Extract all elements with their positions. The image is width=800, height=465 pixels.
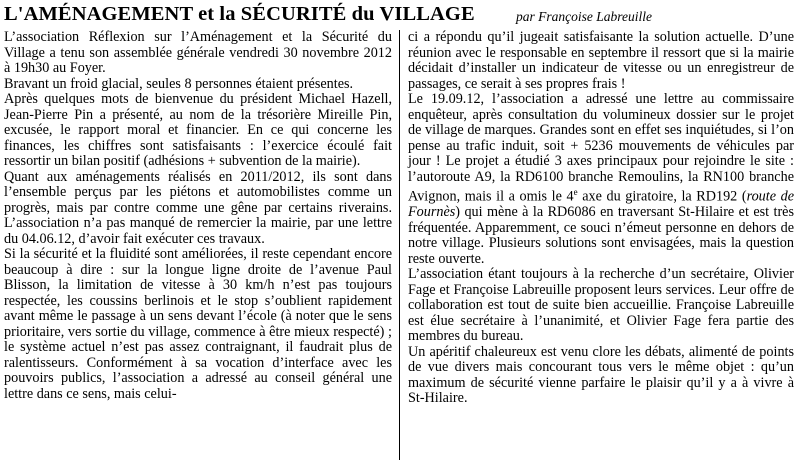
paragraph: Quant aux aménagements réalisés en 2011/2012, ils sont dans l’ensemble perçus par les piétons et automobilistes comme un progrès, mais par contre comme une gêne par certains riverains. L’association n’a pas manqué de remercier la mairie, par une lettre du 04.06.12, d’avoir fait exécuter ces travaux. [4, 168, 392, 247]
paragraph-text: Le 19.09.12, l’association a adressé une lettre au commissaire enquêteur, après consultation du volumineux dossier sur le projet de village de marques. Grandes sont en effet ses inquiétudes, si l’on pense au trafic induit, soit + 5236 mouvements de véhicules par jour ! Le projet a étudié 3 axes principaux pour rejoindre le site : l’autoroute A9, la RD6100 branche Remoulins, la RN100 branche Avignon, mais il a omis le 4 [408, 91, 794, 205]
right-column [408, 30, 794, 407]
left-column [4, 30, 392, 402]
road-name: route de Fournès [408, 188, 794, 221]
paragraph: Bravant un froid glacial, seules 8 personnes étaient présentes. [4, 75, 354, 92]
article-header [4, 3, 796, 29]
author-byline: par Françoise Labreuille [516, 9, 652, 24]
paragraph: ci a répondu qu’il jugeait satisfaisante la solution actuelle. D’une réunion avec le responsable en septembre il ressort que si la mairie décidait d’installer un indicateur de vitesse ou un enregistreur de passages, ce serait à ses propres frais ! [408, 29, 794, 92]
paragraph: Un apéritif chaleureux est venu clore les débats, alimenté de points de vue divers mais concourant tous vers le même objet : qu’un maximum de sécurité vienne parfaire le plaisir qu’il y a à vivre à St-Hilaire. [408, 343, 794, 407]
paragraph [408, 92, 794, 267]
column-divider [399, 30, 400, 460]
article-title: L'AMÉNAGEMENT et la SÉCURITÉ du VILLAGE [4, 3, 475, 25]
paragraph: Après quelques mots de bienvenue du président Michael Hazell, Jean-Pierre Pin a présenté, au nom de la trésorière Mireille Pin, excusée, le rapport moral et financier. En ce qui concerne les finances, les chiffres sont satisfaisants : l’exercice écoulé fait ressortir un bilan positif (adhésions + subvention de la mairie). [4, 91, 392, 169]
paragraph: Si la sécurité et la fluidité sont améliorées, il reste cependant encore beaucoup à dire : sur la longue ligne droite de l’avenue Paul Blisson, la limitation de vitesse à 30 km/h n’est pas toujours respectée, les coussins berlinois et le stop s’oublient rapidement avant même le passage à un sens devant l’école (à noter que le sens prioritaire, vers sortie du village, commence à être mieux respecté) ; le système actuel n’est pas assez contraignant, il faudrait plus de ralentisseurs. Conformément à sa vocation d’interface avec les pouvoirs publics, l’association a adressé au conseil général une lettre dans ce sens, mais celui- [4, 246, 392, 402]
paragraph: L’association étant toujours à la recherche d’un secrétaire, Olivier Fage et Françoise Labreuille proposent leurs services. Leur offre de collaboration est tout de suite bien accueillie. Françoise Labreuille est élue secrétaire à l’unanimité, et Olivier Fage fera partie des membres du bureau. [408, 266, 794, 345]
paragraph: L’association Réflexion sur l’Aménagement et la Sécurité du Village a tenu son assemblée générale vendredi 30 novembre 2012 à 19h30 au Foyer. [4, 29, 392, 76]
paragraph-text: axe du giratoire, la RD192 ( [577, 188, 747, 205]
paragraph-text: ) qui mène à la RD6086 en traversant St-Hilaire et est très fréquentée. Apparemment, ce souci n’émeut personne en dehors de notre village. Plusieurs solutions sont envisagées, mais la question reste ouverte. [408, 204, 794, 267]
ordinal-superscript: e [573, 187, 578, 197]
